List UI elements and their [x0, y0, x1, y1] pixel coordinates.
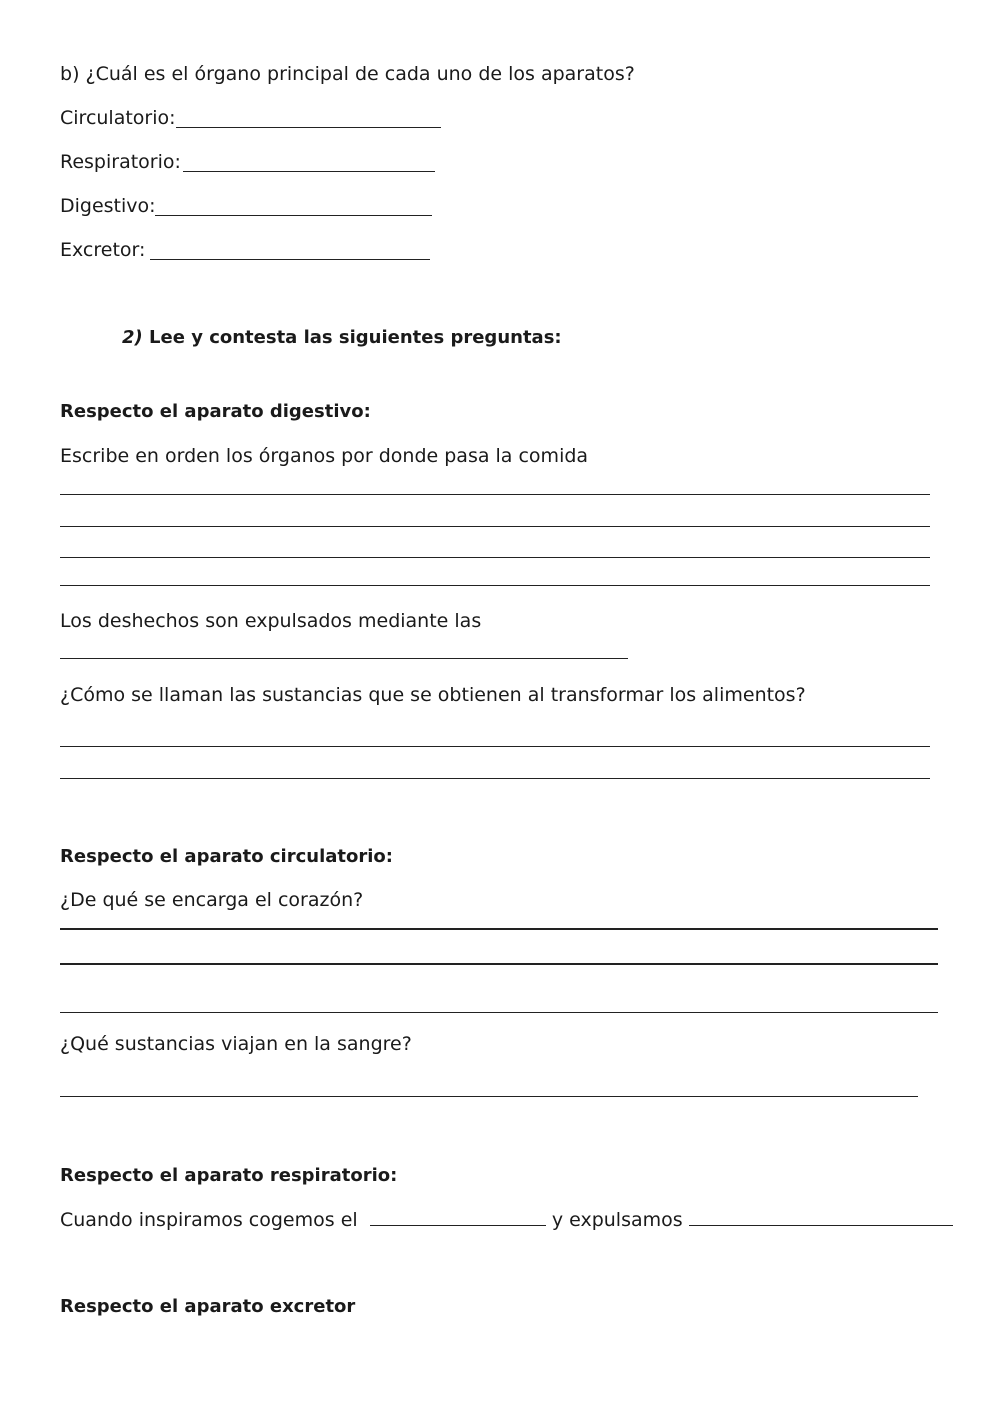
answer-line[interactable]	[60, 658, 628, 659]
heading-digestivo: Respecto el aparato digestivo:	[60, 401, 371, 422]
blank-excretor[interactable]	[150, 259, 430, 260]
question-b-letter: b	[60, 63, 73, 85]
question-digestivo-order: Escribe en orden los órganos por donde pasa la comida	[60, 445, 589, 467]
question-b	[60, 62, 635, 86]
answer-row-respiratorio	[60, 150, 181, 174]
answer-line[interactable]	[60, 557, 930, 558]
answer-line[interactable]	[60, 746, 930, 747]
section-2-number: 2)	[122, 327, 143, 348]
label-excretor: Excretor:	[60, 239, 146, 261]
section-2-text: Lee y contesta las siguientes preguntas:	[149, 327, 562, 348]
heading-circulatorio: Respecto el aparato circulatorio:	[60, 846, 393, 867]
answer-row-circulatorio	[60, 106, 176, 130]
question-corazon: ¿De qué se encarga el corazón?	[60, 889, 364, 911]
answer-line[interactable]	[60, 585, 930, 586]
question-sangre: ¿Qué sustancias viajan en la sangre?	[60, 1033, 412, 1055]
blank-respiratorio[interactable]	[183, 171, 435, 172]
blank-inspiramos[interactable]	[370, 1207, 546, 1226]
answer-line[interactable]	[60, 928, 938, 930]
heading-excretor: Respecto el aparato excretor	[60, 1296, 356, 1317]
question-sustancias: ¿Cómo se llaman las sustancias que se obtienen al transformar los alimentos?	[60, 684, 806, 706]
answer-line[interactable]	[60, 1096, 918, 1097]
answer-line[interactable]	[60, 963, 938, 965]
answer-line[interactable]	[60, 1012, 938, 1013]
blank-circulatorio[interactable]	[176, 127, 441, 128]
label-respiratorio: Respiratorio:	[60, 151, 181, 173]
label-digestivo: Digestivo:	[60, 195, 156, 217]
answer-line[interactable]	[60, 778, 930, 779]
respiratorio-sentence	[60, 1207, 953, 1232]
blank-digestivo[interactable]	[155, 215, 432, 216]
respiratorio-part1: Cuando inspiramos cogemos el	[60, 1209, 358, 1231]
answer-line[interactable]	[60, 526, 930, 527]
blank-expulsamos[interactable]	[689, 1207, 953, 1226]
label-circulatorio: Circulatorio:	[60, 107, 176, 129]
answer-line[interactable]	[60, 494, 930, 495]
section-2-title	[122, 326, 562, 350]
question-desechos: Los deshechos son expulsados mediante las	[60, 610, 482, 632]
answer-row-digestivo	[60, 194, 156, 218]
question-b-text: ) ¿Cuál es el órgano principal de cada uno de los aparatos?	[72, 63, 635, 85]
heading-respiratorio: Respecto el aparato respiratorio:	[60, 1165, 398, 1186]
respiratorio-part2: y expulsamos	[551, 1209, 683, 1231]
answer-row-excretor	[60, 238, 145, 262]
